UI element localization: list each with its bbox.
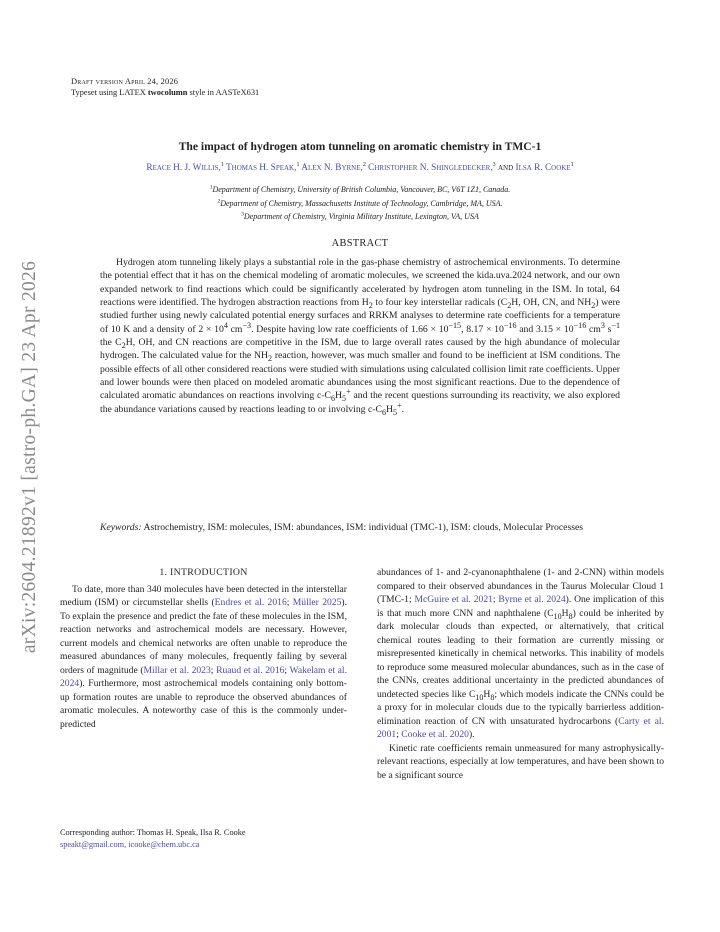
abstract-heading: ABSTRACT xyxy=(331,238,389,249)
abstract-body: Hydrogen atom tunneling likely plays a substantial role in the gas-phase chemistry of astrochemical environments. To determine the potential effect that it has on the chemical modeling of aromatic molecules, we screened the kida.uva.2024 network, and our own expanded network to find reactions which could be significantly accelerated by hydrogen atom tunneling in the ISM. In total, 64 reactions were identified. The hydrogen abstraction reactions from $H_2$ to four key interstellar radicals ($C_2H$, OH, CN, and $NH_2$) were studied further using newly calculated potential energy surfaces and RRKM analyses to determine rate coefficients for a temperature of 10 K and a density of $2 \times 10^4$ $cm^{-3}$. Despite having low rate coefficients of $1.66 \times 10^{-15}$, $8.17 \times 10^{-16}$ and $3.15 \times 10^{-16}$ $cm^3$ $s^{-1}$ the $C_2H$, OH, and CN reactions are competitive in the ISM, due to large overall rates caused by the high abundance of molecular hydrogen. The calculated value for the $NH_2$ reaction, however, was much smaller and found to be inefficient at ISM conditions. The possible effects of all other considered reactions were studied with simulations using calculated collision limit rate coefficients. Upper and lower bounds were then placed on modeled aromatic abundances using the most significant reactions. Due to the dependence of calculated aromatic abundances on reactions involving $c-C_6H_5^+$ and the recent questions surrounding its reactivity, we also explored the abundance variations caused by reactions leading to or involving $c-C_6H_5^+$. xyxy=(100,257,621,417)
footnote xyxy=(60,827,350,850)
citation-link[interactable]: Ruaud et al. 2016 xyxy=(216,664,285,676)
arxiv-identifier-text: arXiv:2604.21892v1 [astro-ph.GA] 23 Apr 2026 xyxy=(19,260,40,654)
right-column xyxy=(377,566,664,782)
paper-title: The impact of hydrogen atom tunneling on aromatic chemistry in TMC-1 xyxy=(178,140,542,153)
author-name[interactable]: Thomas H. Speak, xyxy=(226,163,297,173)
typeset-line: Typeset using LATEX twocolumn style in AASTeX631 xyxy=(71,88,260,97)
author-name[interactable]: Alex N. Byrne, xyxy=(301,163,363,173)
intro-paragraph-1: To date, more than 340 molecules have been detected in the interstellar medium (ISM) or circumstellar shells (Endres et al. 2016; Müller 2025). To explain the presence and predict the fate of these molecules in the ISM, reaction networks and astrochemical models are necessary. However, current models and chemical networks are often unable to reproduce the measured abundances of many molecules, frequently failing by several orders of magnitude (Millar et al. 2023; Ruaud et al. 2016; Wakelam et al. 2024). Furthermore, most astrochemical models containing only bottom-up formation routes are unable to reproduce the observed abundances of aromatic molecules. A noteworthy case of this is the commonly under-predicted xyxy=(60,583,347,730)
authors-and: and xyxy=(497,163,514,173)
citation-link[interactable]: Millar et al. 2023 xyxy=(143,664,211,676)
draft-version-line: Draft version April 24, 2026 xyxy=(71,77,179,86)
citation-link[interactable]: Müller 2025 xyxy=(292,597,342,609)
arxiv-side-identifier xyxy=(0,232,60,682)
section-heading-introduction: 1. INTRODUCTION xyxy=(159,567,248,578)
author-emails[interactable]: speakt@gmail.com, icooke@chem.ubc.ca xyxy=(60,839,200,849)
keywords-text: Astrochemistry, ISM: molecules, ISM: abundances, ISM: individual (TMC-1), ISM: clouds, Molecular Processes xyxy=(143,522,584,533)
author-name[interactable]: Ilsa R. Cooke xyxy=(515,163,571,173)
citation-link[interactable]: McGuire et al. 2021 xyxy=(414,594,493,606)
affiliation: $^2$Department of Chemistry, Massachusetts Institute of Technology, Cambridge, MA, USA. xyxy=(217,197,503,208)
intro-paragraph-1-cont: abundances of 1- and 2-cyanonaphthalene (1- and 2-CNN) within models compared to their observed abundances in the Taurus Molecular Cloud 1 (TMC-1; McGuire et al. 2021; Byrne et al. 2024). One implication of this is that much more CNN and naphthalene $(C_{10}H_8)$ could be inherited by dark molecular clouds than expected, or alternatively, that critical chemical routes leading to their formation are currently missing or misrepresented kinetically in chemical networks. This inability of models to reproduce some measured molecular abundances, such as in the case of the CNNs, creates additional uncertainty in the predicted abundances of undetected species like $C_{10}H_8$; which models indicate the CNNs could be a proxy for in molecular clouds due to the typically barrierless addition-elimination reaction of CN with unsaturated hydrocarbons (Carty et al. 2001; Cooke et al. 2020). xyxy=(377,567,664,741)
author-list: Reace H. J. Willis,$^1$ Thomas H. Speak,$^1$ Alex N. Byrne,$^2$ Christopher N. Shingledecker,$^3$ and Ilsa R. Cooke$^1$ xyxy=(146,161,574,173)
citation-link[interactable]: Cooke et al. 2020 xyxy=(401,729,469,741)
citation-link[interactable]: Byrne et al. 2024 xyxy=(498,594,566,606)
keywords-label: Keywords: xyxy=(100,522,142,533)
left-column xyxy=(60,566,347,731)
author-name[interactable]: Reace H. J. Willis, xyxy=(146,163,221,173)
citation-link[interactable]: Endres et al. 2016 xyxy=(214,597,287,609)
citation-link[interactable]: Carty et al. 2001 xyxy=(377,715,664,741)
affiliations xyxy=(60,183,660,224)
citation-link[interactable]: Wakelam et al. 2024 xyxy=(60,664,347,690)
page-header xyxy=(71,76,259,98)
affiliation: $^3$Department of Chemistry, Virginia Military Institute, Lexington, VA, USA xyxy=(241,211,479,221)
author-name[interactable]: Christopher N. Shingledecker, xyxy=(368,163,493,173)
intro-paragraph-2: Kinetic rate coefficients remain unmeasured for many astrophysically-relevant reactions, especially at low temperatures, and have been shown to be a significant source xyxy=(377,742,664,781)
keywords xyxy=(100,521,680,535)
affiliation: $^1$Department of Chemistry, University of British Columbia, Vancouver, BC, V6T 1Z1, Canada. xyxy=(209,184,511,194)
corresponding-author: Corresponding author: Thomas H. Speak, Ilsa R. Cooke xyxy=(60,828,246,837)
